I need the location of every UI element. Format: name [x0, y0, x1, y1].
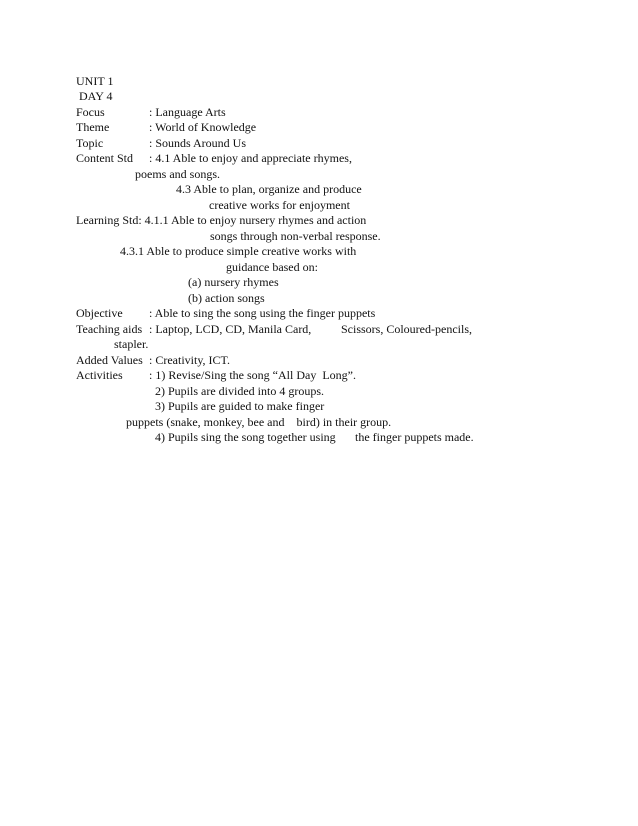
learning-std-line-3: 4.3.1 Able to produce simple creative works with	[120, 244, 357, 258]
unit-heading: UNIT 1	[76, 74, 114, 88]
learning-std-line-2: songs through non-verbal response.	[210, 229, 381, 243]
day-heading: DAY 4	[79, 89, 113, 103]
learning-std-line-5: (a) nursery rhymes	[188, 275, 279, 289]
content-std-label: Content Std	[76, 151, 134, 165]
theme-label: Theme	[76, 120, 110, 134]
activity-4a: 4) Pupils sing the song together using	[155, 430, 336, 444]
focus-label: Focus	[76, 105, 105, 119]
activity-3-cont: puppets (snake, monkey, bee and bird) in their group.	[126, 415, 392, 429]
objective-label: Objective	[76, 306, 123, 320]
added-values-label: Added Values	[76, 353, 143, 367]
learning-std-line-6: (b) action songs	[188, 291, 265, 305]
content-std-value-1: : 4.1 Able to enjoy and appreciate rhymes,	[149, 151, 352, 165]
activity-1: : 1) Revise/Sing the song “All Day Long”.	[149, 368, 356, 382]
learning-std-line-1: Learning Std: 4.1.1 Able to enjoy nursery rhymes and action	[76, 213, 367, 227]
topic-label: Topic	[76, 136, 104, 150]
topic-value: : Sounds Around Us	[149, 136, 247, 150]
teaching-aids-label: Teaching aids	[76, 322, 143, 336]
activity-4b: the finger puppets made.	[355, 430, 474, 444]
teaching-aids-value-2: stapler.	[114, 337, 149, 351]
teaching-aids-value-1b: Scissors, Coloured-pencils,	[341, 322, 472, 336]
activities-label: Activities	[76, 368, 123, 382]
added-values-value: : Creativity, ICT.	[149, 353, 230, 367]
theme-value: : World of Knowledge	[149, 120, 257, 134]
learning-std-line-4: guidance based on:	[226, 260, 318, 274]
activity-2: 2) Pupils are divided into 4 groups.	[155, 384, 324, 398]
teaching-aids-value-1: : Laptop, LCD, CD, Manila Card,	[149, 322, 312, 336]
content-std-value-2: poems and songs.	[135, 167, 220, 181]
focus-value: : Language Arts	[149, 105, 226, 119]
activity-3: 3) Pupils are guided to make finger	[155, 399, 325, 413]
content-std-value-3: 4.3 Able to plan, organize and produce	[176, 182, 362, 196]
content-std-value-4: creative works for enjoyment	[209, 198, 350, 212]
objective-value: : Able to sing the song using the finger puppets	[149, 306, 376, 320]
